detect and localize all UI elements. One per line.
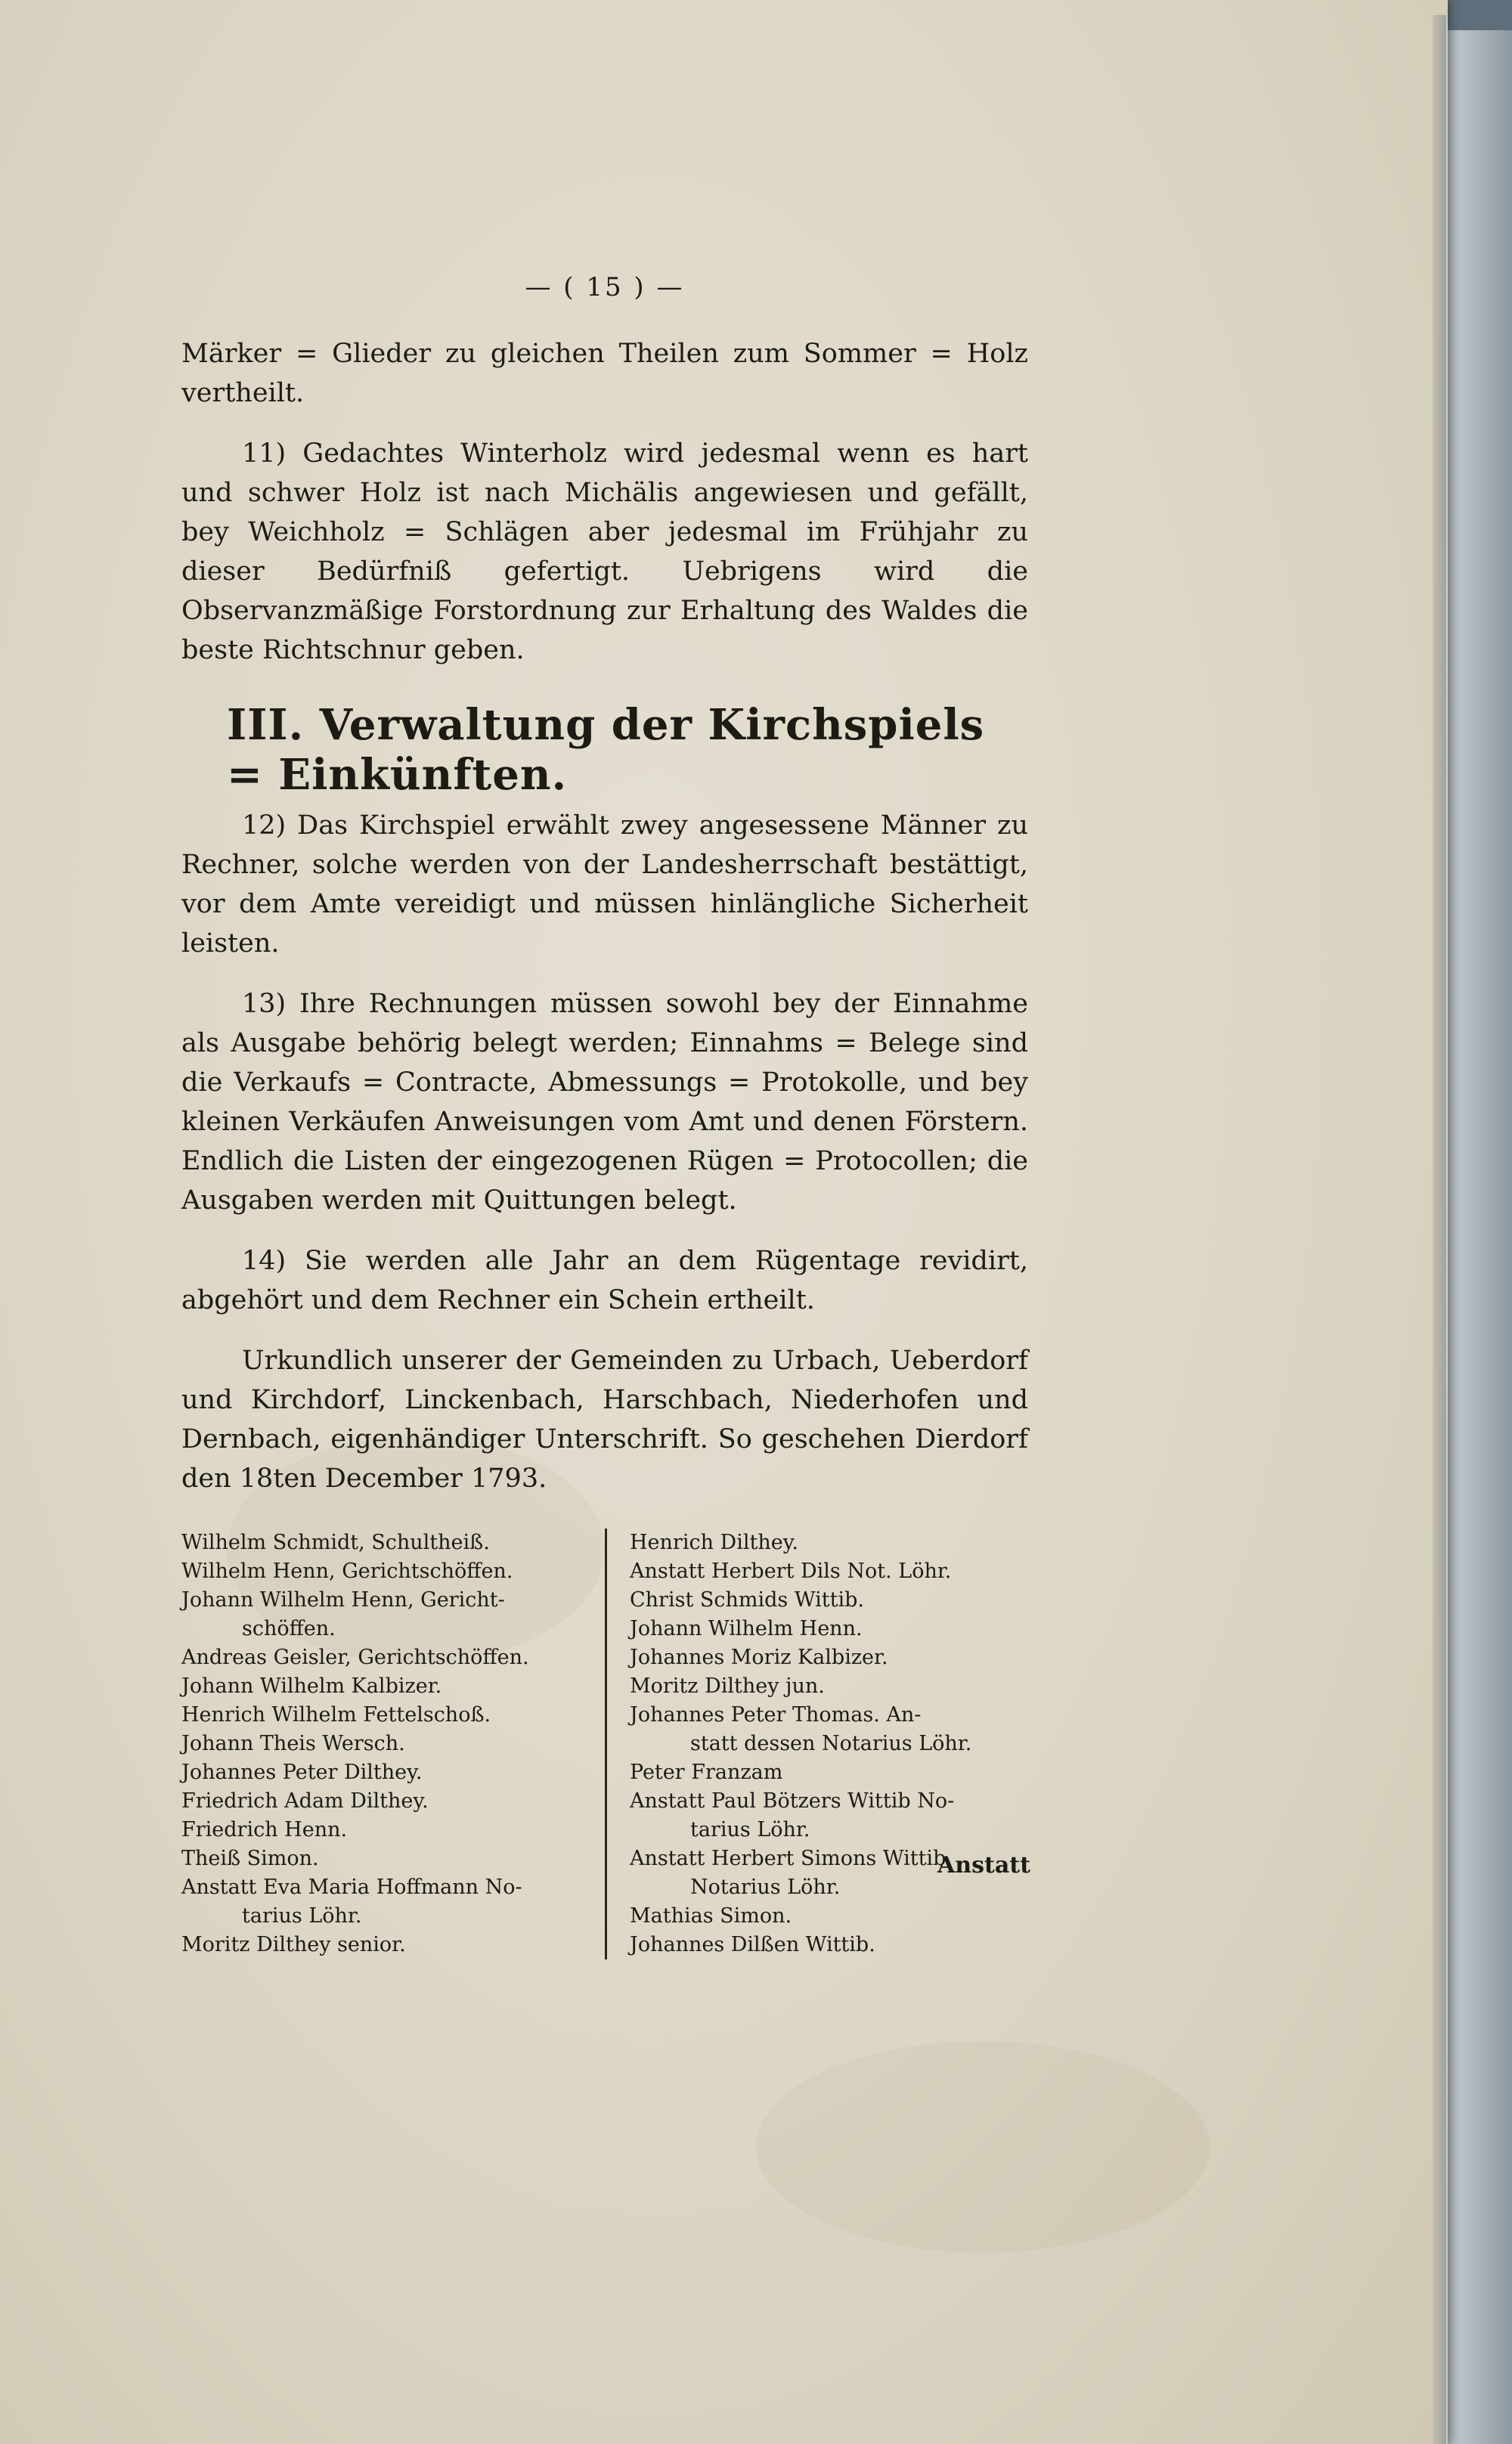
- paragraph-continuation: Märker = Glieder zu gleichen Theilen zum Sommer = Holz vertheilt.: [181, 339, 1028, 408]
- signature-line: Mathias Simon.: [630, 1904, 792, 1928]
- signature-line: Wilhelm Henn, Gerichtschöffen.: [181, 1560, 513, 1583]
- signature-line: Johann Theis Wersch.: [181, 1732, 405, 1755]
- section-heading: III. Verwaltung der Kirchspiels = Einkünften.: [227, 700, 985, 800]
- signature-line: Moritz Dilthey jun.: [630, 1674, 825, 1698]
- signature-line: Notarius Löhr.: [690, 1876, 841, 1899]
- signature-line: Johann Wilhelm Henn.: [630, 1617, 863, 1640]
- signature-line: Theiß Simon.: [181, 1847, 319, 1870]
- page-number: — ( 15 ) —: [525, 272, 685, 302]
- signature-line: Johann Wilhelm Henn, Gericht-: [181, 1588, 505, 1612]
- paragraph-14: 14) Sie werden alle Jahr an dem Rügentage revidirt, abgehört und dem Rechner ein Schein ertheilt.: [181, 1246, 1028, 1315]
- signature-line: statt dessen Notarius Löhr.: [690, 1732, 972, 1755]
- signature-line: Friedrich Adam Dilthey.: [181, 1789, 429, 1813]
- signature-block: [181, 1529, 1028, 1959]
- signature-line: Peter Franzam: [630, 1761, 783, 1784]
- signature-line: Moritz Dilthey senior.: [181, 1933, 406, 1956]
- signature-line: tarius Löhr.: [242, 1904, 362, 1928]
- signature-line: Anstatt Herbert Simons Wittib: [630, 1847, 947, 1870]
- paragraph-11: 11) Gedachtes Winterholz wird jedesmal wenn es hart und schwer Holz ist nach Michälis angewiesen und gefällt, bey Weichholz = Schlägen aber jedesmal im Frühjahr zu dieser Bedürfniß gefertigt. Uebrigens wird die Observanzmäßige Forstordnung zur Erhaltung des Waldes die beste Richtschnur geben.: [181, 438, 1028, 665]
- signature-line: Andreas Geisler, Gerichtschöffen.: [181, 1646, 529, 1669]
- signature-line: Henrich Dilthey.: [630, 1531, 798, 1554]
- paper-stain: [756, 2041, 1210, 2253]
- signature-line: Anstatt Herbert Dils Not. Löhr.: [630, 1560, 952, 1583]
- signature-line: Anstatt Paul Bötzers Wittib No-: [630, 1789, 955, 1813]
- signatures-right-column: [605, 1529, 1023, 1959]
- signature-line: Friedrich Henn.: [181, 1818, 348, 1842]
- signature-line: Johannes Peter Thomas. An-: [630, 1703, 922, 1727]
- signature-line: Henrich Wilhelm Fettelschoß.: [181, 1703, 491, 1727]
- signature-line: Johann Wilhelm Kalbizer.: [181, 1674, 442, 1698]
- catchword: Anstatt: [937, 1852, 1030, 1879]
- signature-line: Johannes Peter Dilthey.: [181, 1761, 423, 1784]
- signature-line: tarius Löhr.: [690, 1818, 810, 1842]
- signature-line: Anstatt Eva Maria Hoffmann No-: [181, 1876, 522, 1899]
- closing-paragraph: Urkundlich unserer der Gemeinden zu Urbach, Ueberdorf und Kirchdorf, Linckenbach, Harschbach, Niederhofen und Dernbach, eigenhändiger Unterschrift. So geschehen Dierdorf den 18ten December 1793.: [181, 1346, 1028, 1494]
- signatures-left-column: [181, 1529, 605, 1959]
- signature-line: schöffen.: [242, 1617, 336, 1640]
- signature-line: Johannes Moriz Kalbizer.: [630, 1646, 888, 1669]
- page-content: [181, 272, 1028, 1959]
- signature-line: Johannes Dilßen Wittib.: [630, 1933, 875, 1956]
- signature-line: Christ Schmids Wittib.: [630, 1588, 864, 1612]
- paragraph-12: 12) Das Kirchspiel erwählt zwey angesessene Männer zu Rechner, solche werden von der Landesherrschaft bestättigt, vor dem Amte vereidigt und müssen hinlängliche Sicherheit leisten.: [181, 810, 1028, 959]
- paragraph-13: 13) Ihre Rechnungen müssen sowohl bey der Einnahme als Ausgabe behörig belegt werden; Einnahms = Belege sind die Verkaufs = Contracte, Abmessungs = Protokolle, und bey kleinen Verkäufen Anweisungen vom Amt und denen Förstern. Endlich die Listen der eingezogenen Rügen = Protocollen; die Ausgaben werden mit Quittungen belegt.: [181, 989, 1028, 1216]
- page-edge: [1433, 15, 1446, 2444]
- signature-line: Wilhelm Schmidt, Schultheiß.: [181, 1531, 490, 1554]
